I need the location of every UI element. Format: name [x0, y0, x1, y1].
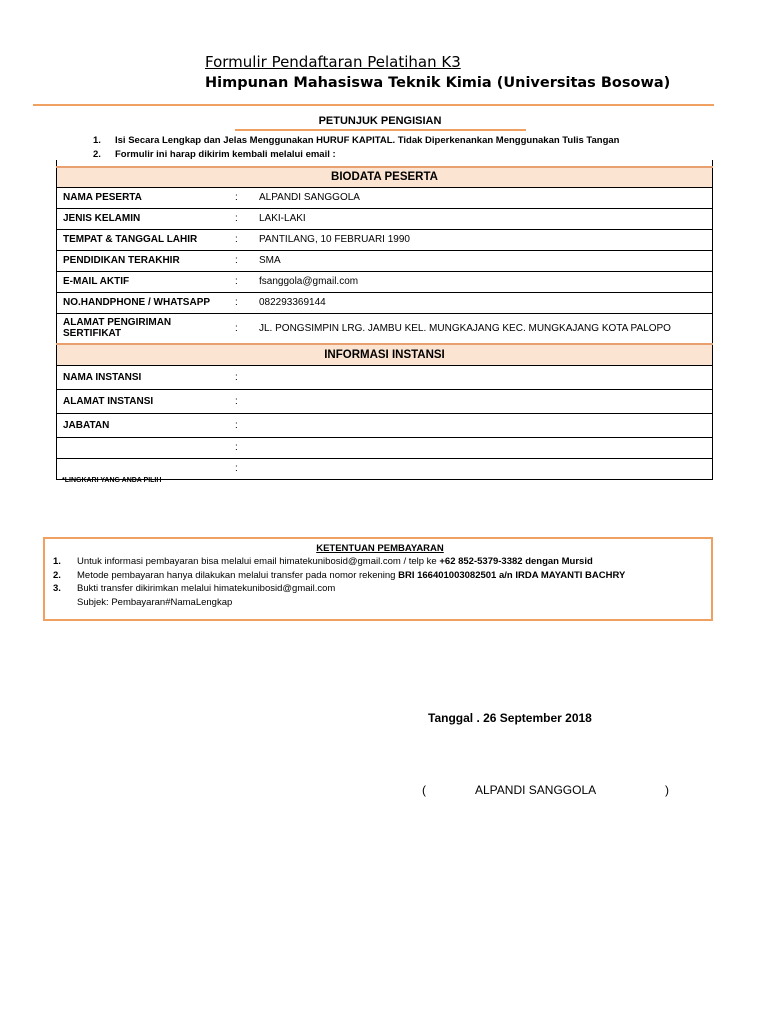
payment-item	[53, 583, 335, 594]
field-colon: :	[235, 371, 238, 383]
field-value: ALPANDI SANGGOLA	[259, 192, 360, 203]
field-value: fsanggola@gmail.com	[259, 276, 359, 287]
instruction-item	[93, 135, 620, 146]
instruction-number: 2.	[93, 149, 101, 160]
table-row	[57, 208, 713, 229]
payment-item-text: Metode pembayaran hanya dilakukan melalui transfer pada nomor rekening	[77, 570, 399, 581]
instruction-text: Formulir ini harap dikirim kembali melalui email :	[115, 149, 336, 160]
field-colon: :	[235, 192, 238, 203]
instructions-title: PETUNJUK PENGISIAN	[318, 115, 442, 127]
payment-title: KETENTUAN PEMBAYARAN	[316, 543, 444, 554]
biodata-header-row	[57, 167, 713, 187]
field-label: ALAMAT INSTANSI	[57, 389, 230, 413]
field-value: 082293369144	[259, 297, 326, 308]
field-value-cell[interactable]	[229, 437, 713, 458]
field-label: NAMA INSTANSI	[57, 365, 230, 389]
field-value-cell[interactable]	[229, 458, 713, 479]
payment-item-bold: BRI 166401003082501 a/n IRDA MAYANTI BACHRY	[398, 570, 626, 581]
signature-date: Tanggal . 26 September 2018	[428, 711, 592, 725]
field-value-cell[interactable]	[229, 313, 713, 344]
header-divider	[33, 104, 714, 106]
field-label: JENIS KELAMIN	[57, 208, 230, 229]
field-value-cell[interactable]	[229, 413, 713, 437]
field-value-cell[interactable]	[229, 250, 713, 271]
table-row	[57, 187, 713, 208]
signature-name: ALPANDI SANGGOLA	[475, 783, 597, 797]
field-label: JABATAN	[57, 413, 230, 437]
field-value-cell[interactable]	[229, 208, 713, 229]
signature-close-paren: )	[665, 783, 669, 797]
field-colon: :	[235, 419, 238, 431]
payment-subject: Subjek: Pembayaran#NamaLengkap	[77, 597, 233, 608]
field-value: SMA	[259, 255, 281, 266]
payment-item-text: Bukti transfer dikirimkan melalui himatekunibosid@gmail.com	[77, 583, 336, 594]
table-row	[57, 271, 713, 292]
table-row	[57, 292, 713, 313]
instruction-number: 1.	[93, 135, 101, 146]
field-label: TEMPAT & TANGGAL LAHIR	[57, 229, 230, 250]
form-title: Formulir Pendaftaran Pelatihan K3	[205, 53, 461, 71]
field-label: ALAMAT PENGIRIMAN SERTIFIKAT	[57, 313, 230, 344]
field-value-cell[interactable]	[229, 365, 713, 389]
table-row	[57, 313, 713, 344]
field-colon: :	[235, 395, 238, 407]
field-value-cell[interactable]	[229, 292, 713, 313]
organization-subtitle: Himpunan Mahasiswa Teknik Kimia (Universitas Bosowa)	[205, 75, 671, 91]
field-colon: :	[235, 255, 238, 266]
field-value-cell[interactable]	[229, 271, 713, 292]
payment-item	[53, 570, 625, 581]
payment-item	[53, 556, 593, 567]
field-colon: :	[235, 442, 238, 453]
table-row	[57, 437, 713, 458]
field-colon: :	[235, 234, 238, 245]
payment-item-number: 3.	[53, 583, 61, 594]
payment-item-text: Untuk informasi pembayaran bisa melalui email himatekunibosid@gmail.com / telp ke	[77, 556, 440, 567]
field-value: PANTILANG, 10 FEBRUARI 1990	[259, 234, 410, 245]
selection-note: *LINGKARI YANG ANDA PILIH	[62, 477, 162, 484]
field-label	[57, 437, 230, 458]
instructions-divider	[235, 129, 526, 131]
field-label: E-MAIL AKTIF	[57, 271, 230, 292]
instruction-item	[93, 149, 336, 160]
biodata-header: BIODATA PESERTA	[57, 167, 713, 187]
table-row	[57, 413, 713, 437]
registration-table	[56, 166, 713, 480]
field-colon: :	[235, 322, 238, 334]
field-value-cell[interactable]	[229, 229, 713, 250]
field-value-cell[interactable]	[229, 187, 713, 208]
field-colon: :	[235, 297, 238, 308]
field-label	[57, 458, 230, 479]
field-colon: :	[235, 463, 238, 474]
field-label: NO.HANDPHONE / WHATSAPP	[57, 292, 230, 313]
field-value: LAKI-LAKI	[259, 213, 306, 224]
table-row	[57, 229, 713, 250]
table-row	[57, 458, 713, 479]
field-value-cell[interactable]	[229, 389, 713, 413]
field-colon: :	[235, 276, 238, 287]
payment-item-number: 2.	[53, 570, 61, 581]
table-row	[57, 365, 713, 389]
field-value: JL. PONGSIMPIN LRG. JAMBU KEL. MUNGKAJANG KEC. MUNGKAJANG KOTA PALOPO	[259, 322, 671, 334]
payment-item-number: 1.	[53, 556, 61, 567]
table-row	[57, 250, 713, 271]
table-row	[57, 389, 713, 413]
payment-item-bold: +62 852-5379-3382 dengan Mursid	[439, 556, 593, 567]
signature-open-paren: (	[422, 783, 426, 797]
field-label: NAMA PESERTA	[57, 187, 230, 208]
instansi-header: INFORMASI INSTANSI	[57, 344, 713, 365]
instruction-text: Isi Secara Lengkap dan Jelas Menggunakan HURUF KAPITAL. Tidak Diperkenankan Menggunakan Tulis Tangan	[115, 135, 620, 146]
instansi-header-row	[57, 344, 713, 365]
field-colon: :	[235, 213, 238, 224]
field-label: PENDIDIKAN TERAKHIR	[57, 250, 230, 271]
